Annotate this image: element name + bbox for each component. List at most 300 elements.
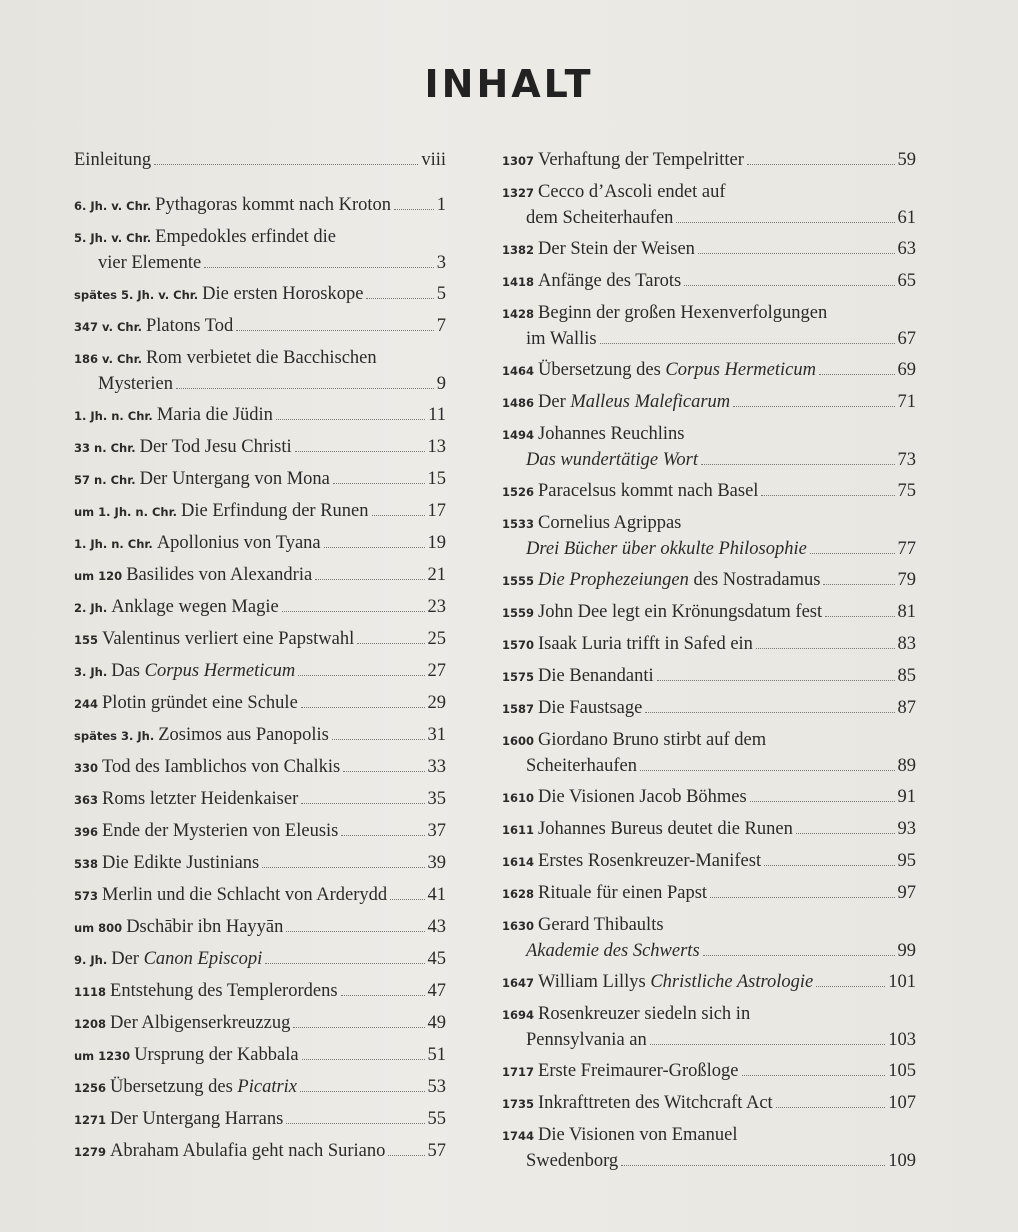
dot-leader — [810, 553, 895, 554]
toc-entry-line — [74, 915, 446, 941]
dot-leader — [776, 1107, 886, 1108]
toc-entry-line — [502, 1028, 916, 1053]
toc-entry-page-number: 95 — [897, 851, 916, 871]
dot-leader — [293, 1027, 424, 1028]
toc-entry — [74, 659, 446, 685]
toc-entry-line — [74, 225, 446, 251]
toc-entry-title — [102, 851, 259, 876]
dot-leader — [315, 579, 424, 580]
toc-entry-title — [538, 1091, 773, 1116]
toc-entry-year: 1382 — [502, 243, 535, 257]
toc-entry-line — [74, 435, 446, 461]
toc-entry-page-number: 59 — [897, 150, 916, 170]
toc-entry-line — [502, 568, 916, 594]
toc-entry-title — [181, 499, 369, 524]
toc-entry — [502, 390, 916, 416]
toc-entry — [74, 915, 446, 941]
toc-entry-title — [110, 1011, 290, 1036]
toc-entry-title-text: Mysterien — [98, 374, 174, 394]
toc-entry-title-text: Swedenborg — [526, 1151, 619, 1171]
dot-leader — [816, 986, 885, 987]
toc-entry — [74, 148, 446, 173]
toc-entry-year: spätes 3. Jh. — [74, 729, 155, 743]
dot-leader — [750, 801, 895, 802]
toc-entry-title-text: Der Tod Jesu Christi — [139, 437, 292, 457]
toc-entry-title — [110, 1107, 283, 1132]
toc-entry-title-text: Der Untergang von Mona — [139, 469, 330, 489]
toc-entry-title-text: Johannes Reuchlins — [538, 424, 685, 444]
dot-leader — [176, 388, 434, 389]
toc-entry-year: 1208 — [74, 1017, 107, 1031]
toc-entry-title-text: Johannes Bureus deutet die Runen — [538, 819, 793, 839]
toc-entry-page-number: 69 — [897, 360, 916, 380]
toc-entry-title-text: Die Visionen Jacob Böhmes — [538, 787, 747, 807]
toc-entry-line — [502, 913, 916, 939]
toc-entry — [502, 849, 916, 875]
toc-entry-page-number: 67 — [897, 329, 916, 349]
toc-entry-title-text: Paracelsus kommt nach Basel — [538, 481, 759, 501]
toc-entry-line — [74, 1075, 446, 1101]
toc-right-column — [502, 148, 916, 1180]
toc-entry-line — [502, 422, 916, 448]
toc-entry-line — [74, 1043, 446, 1069]
toc-entry — [502, 568, 916, 594]
toc-entry-line — [502, 632, 916, 658]
dot-leader — [286, 931, 424, 932]
toc-entry-title-text: Pennsylvania an — [526, 1030, 647, 1050]
toc-entry-year: 3. Jh. — [74, 665, 108, 679]
toc-entry-title — [526, 537, 807, 562]
toc-entry-page-number: 101 — [888, 972, 916, 992]
dot-leader — [286, 1123, 424, 1124]
toc-entry-title — [538, 1002, 750, 1027]
toc-entry-line — [74, 563, 446, 589]
toc-entry-line — [74, 1011, 446, 1037]
toc-entry-line — [502, 301, 916, 327]
toc-entry-title — [538, 728, 766, 753]
toc-entry-title-text: Die Faustsage — [538, 698, 643, 718]
dot-leader — [823, 584, 894, 585]
toc-entry-year: 347 v. Chr. — [74, 320, 142, 334]
toc-entry-title — [526, 939, 700, 964]
toc-entry-year: 1. Jh. n. Chr. — [74, 409, 153, 423]
dot-leader — [710, 897, 894, 898]
dot-leader — [640, 770, 895, 771]
toc-entry-title-text: Apollonius von Tyana — [156, 533, 321, 553]
toc-entry-title-text: Ende der Mysterien von Eleusis — [102, 821, 339, 841]
toc-entry-title — [538, 568, 820, 593]
toc-entry-title-text: Maria die Jüdin — [156, 405, 273, 425]
toc-entry-title-text: Die Benandanti — [538, 666, 654, 686]
toc-entry-title — [146, 314, 233, 339]
toc-entry — [502, 479, 916, 505]
toc-entry-title-text: Erste Freimaurer-Großloge — [538, 1061, 739, 1081]
toc-entry-line — [74, 372, 446, 397]
toc-entry-line — [502, 696, 916, 722]
toc-entry-year: 1486 — [502, 396, 535, 410]
toc-entry-title — [526, 206, 673, 231]
toc-entry-line — [502, 970, 916, 996]
toc-entry-page-number: 5 — [436, 284, 446, 304]
toc-entry-year: 1555 — [502, 574, 535, 588]
toc-entry-page-number: 37 — [427, 821, 446, 841]
toc-entry-title — [98, 372, 173, 397]
toc-entry-year: 1575 — [502, 670, 535, 684]
toc-entry-page-number: 13 — [427, 437, 446, 457]
toc-entry-line — [502, 849, 916, 875]
toc-entry-title-text: Einleitung — [74, 150, 152, 170]
toc-entry-title-text: Anklage wegen Magie — [111, 597, 279, 617]
toc-entry-line — [502, 1123, 916, 1149]
toc-entry-page-number: 91 — [897, 787, 916, 807]
toc-entry-title-text: Malleus Maleficarum — [570, 392, 731, 412]
toc-entry — [74, 979, 446, 1005]
toc-entry-title — [202, 282, 363, 307]
toc-entry-title-text: Die Edikte Justinians — [102, 853, 260, 873]
toc-entry-title — [157, 403, 273, 428]
toc-entry-title — [538, 696, 642, 721]
toc-entry-year: 573 — [74, 889, 99, 903]
toc-entry-line — [74, 787, 446, 813]
toc-entry-page-number: 35 — [427, 789, 446, 809]
toc-entry-title-text: Die Erfindung der Runen — [180, 501, 369, 521]
toc-entry-line — [502, 1059, 916, 1085]
toc-entry-page-number: 31 — [427, 725, 446, 745]
toc-entry-title-text: Roms letzter Heidenkaiser — [102, 789, 299, 809]
toc-entry-line — [74, 467, 446, 493]
toc-entry-year: 538 — [74, 857, 99, 871]
toc-entry-title-text: Corpus Hermeticum — [665, 360, 816, 380]
toc-entry-title — [526, 327, 597, 352]
toc-entry-year: 244 — [74, 697, 99, 711]
toc-entry-page-number: 21 — [427, 565, 446, 585]
toc-entry-title-text: Giordano Bruno stirbt auf dem — [538, 730, 767, 750]
toc-entry — [502, 785, 916, 811]
page-title: INHALT — [424, 62, 594, 106]
toc-entry-title — [102, 627, 354, 652]
toc-entry-title — [538, 913, 664, 938]
toc-entry-page-number: 63 — [897, 239, 916, 259]
toc-entry-title-text: dem Scheiterhaufen — [526, 208, 674, 228]
toc-entry-title-text: Die ersten Horoskope — [202, 284, 364, 304]
toc-entry-title-text: Zosimos aus Panopolis — [158, 725, 329, 745]
toc-entry-title — [526, 1149, 618, 1174]
toc-entry-page-number: 3 — [436, 253, 446, 273]
toc-entry-title-text: im Wallis — [526, 329, 597, 349]
toc-entry-title-text: Plotin gründet eine Schule — [102, 693, 298, 713]
toc-entry-title — [126, 563, 312, 588]
toc-entry — [74, 723, 446, 749]
toc-entry-page-number: 49 — [427, 1013, 446, 1033]
toc-entry-page-number: 17 — [427, 501, 446, 521]
toc-entry-year: 6. Jh. v. Chr. — [74, 199, 152, 213]
dot-leader — [390, 899, 424, 900]
toc-entry-year: 1735 — [502, 1097, 535, 1111]
toc-entry-title-text: Picatrix — [237, 1077, 298, 1097]
toc-entry-line — [502, 358, 916, 384]
toc-entry-page-number: 7 — [436, 316, 446, 336]
toc-entry-year: 57 n. Chr. — [74, 473, 136, 487]
toc-entry-title — [110, 979, 338, 1004]
toc-entry-title-text: Isaak Luria trifft in Safed ein — [538, 634, 753, 654]
toc-entry-line — [74, 148, 446, 173]
dot-leader — [764, 865, 894, 866]
toc-entry-line — [502, 600, 916, 626]
toc-entry-year: 1464 — [502, 364, 535, 378]
toc-entry-title-text: Das wundertätige Wort — [526, 450, 698, 470]
toc-entry-year: 1494 — [502, 428, 535, 442]
toc-entry-year: 1279 — [74, 1145, 107, 1159]
toc-entry-title — [134, 1043, 298, 1068]
toc-entry — [502, 237, 916, 263]
toc-entry-page-number: 83 — [897, 634, 916, 654]
toc-entry-line — [74, 819, 446, 845]
toc-entry-year: 396 — [74, 825, 99, 839]
dot-leader — [357, 643, 424, 644]
toc-entry-title — [74, 148, 151, 173]
toc-entry-title — [526, 448, 698, 473]
toc-entry-line — [74, 595, 446, 621]
dot-leader — [372, 515, 425, 516]
dot-leader — [295, 451, 425, 452]
toc-entry-page-number: 27 — [427, 661, 446, 681]
toc-entry — [502, 358, 916, 384]
toc-entry-line — [502, 180, 916, 206]
dot-leader — [298, 675, 424, 676]
toc-entry — [502, 269, 916, 295]
toc-entry — [502, 913, 916, 964]
toc-entry-page-number: 105 — [888, 1061, 916, 1081]
dot-leader — [366, 298, 433, 299]
toc-entry-year: um 120 — [74, 569, 123, 583]
toc-entry-title — [538, 817, 793, 842]
toc-entry-year: 1570 — [502, 638, 535, 652]
toc-entry-page-number: 77 — [897, 539, 916, 559]
toc-entry-page-number: 51 — [427, 1045, 446, 1065]
toc-entry-page-number: 23 — [427, 597, 446, 617]
toc-entry — [74, 851, 446, 877]
toc-entry-page-number: 89 — [897, 756, 916, 776]
toc-entry-line — [502, 148, 916, 174]
toc-entry-title-text: Verhaftung der Tempelritter — [538, 150, 744, 170]
toc-entry-year: 1744 — [502, 1129, 535, 1143]
toc-entry-title-text: Der Untergang Harrans — [110, 1109, 284, 1129]
toc-entry-line — [74, 403, 446, 429]
toc-entry-title-text: Pythagoras kommt nach Kroton — [155, 195, 392, 215]
toc-entry-year: 1118 — [74, 985, 107, 999]
toc-entry-year: 2. Jh. — [74, 601, 108, 615]
toc-entry-title — [157, 531, 321, 556]
toc-entry-title-prefix: William Lillys — [538, 972, 651, 992]
dot-leader — [262, 867, 424, 868]
toc-entry — [74, 627, 446, 653]
dot-leader — [154, 164, 418, 165]
toc-entry-title-text: Rituale für einen Papst — [538, 883, 708, 903]
dot-leader — [341, 995, 425, 996]
toc-entry-page-number: 97 — [897, 883, 916, 903]
toc-entry-title — [538, 785, 747, 810]
toc-entry-page-number: 61 — [897, 208, 916, 228]
toc-entry-year: 1. Jh. n. Chr. — [74, 537, 153, 551]
dot-leader — [204, 267, 434, 268]
toc-entry-year: 5. Jh. v. Chr. — [74, 231, 152, 245]
toc-entry-year: 1271 — [74, 1113, 107, 1127]
dot-leader — [394, 209, 434, 210]
toc-entry-title — [110, 1139, 385, 1164]
toc-entry-title-text: Ursprung der Kabbala — [134, 1045, 299, 1065]
toc-entry-page-number: 1 — [436, 195, 446, 215]
toc-entry-title — [538, 269, 681, 294]
toc-entry — [74, 691, 446, 717]
dot-leader — [388, 1155, 424, 1156]
toc-entry-page-number: 41 — [427, 885, 446, 905]
toc-entry-line — [502, 1149, 916, 1174]
toc-entry — [502, 728, 916, 779]
toc-entry — [502, 970, 916, 996]
toc-entry-line — [502, 785, 916, 811]
toc-entry-page-number: 11 — [428, 405, 446, 425]
toc-entry-title-text: Cornelius Agrippas — [538, 513, 682, 533]
toc-entry — [502, 664, 916, 690]
toc-entry-page-number: 71 — [897, 392, 916, 412]
toc-entry-year: 1587 — [502, 702, 535, 716]
toc-entry-year: 1526 — [502, 485, 535, 499]
toc-entry-title — [102, 787, 298, 812]
toc-entry-line — [74, 883, 446, 909]
toc-entry-page-number: 45 — [427, 949, 446, 969]
toc-entry-title-text: vier Elemente — [98, 253, 202, 273]
toc-entry-title-prefix: Das — [111, 661, 145, 681]
toc-entry-line — [502, 479, 916, 505]
toc-entry-page-number: 75 — [897, 481, 916, 501]
toc-entry-title-text: Christliche Astrologie — [650, 972, 814, 992]
toc-entry-title — [538, 664, 654, 689]
toc-entry — [74, 883, 446, 909]
toc-entry — [74, 531, 446, 557]
dot-leader — [747, 164, 895, 165]
dot-leader — [265, 963, 424, 964]
toc-entry-line — [74, 947, 446, 973]
toc-entry-title-prefix: Der — [111, 949, 144, 969]
toc-entry-page-number: 99 — [897, 941, 916, 961]
toc-entry-line — [74, 251, 446, 276]
toc-entry-title — [538, 1123, 737, 1148]
toc-entry — [502, 1059, 916, 1085]
toc-entry — [502, 148, 916, 174]
toc-entry-line — [74, 193, 446, 219]
toc-entry-line — [74, 1107, 446, 1133]
toc-entry-year: 1610 — [502, 791, 535, 805]
toc-entry-line — [502, 269, 916, 295]
dot-leader — [701, 464, 895, 465]
toc-entry-year: um 1. Jh. n. Chr. — [74, 505, 177, 519]
toc-entry-line — [502, 754, 916, 779]
toc-entry-year: 9. Jh. — [74, 953, 108, 967]
toc-entry — [74, 1139, 446, 1165]
dot-leader — [276, 419, 425, 420]
toc-entry — [502, 632, 916, 658]
dot-leader — [302, 1059, 425, 1060]
toc-entry-title — [526, 754, 637, 779]
toc-entry — [74, 467, 446, 493]
dot-leader — [332, 739, 425, 740]
toc-entry-line — [74, 1139, 446, 1165]
dot-leader — [301, 707, 425, 708]
toc-entry-line — [502, 206, 916, 231]
toc-entry-line — [502, 728, 916, 754]
toc-entry-title — [98, 251, 201, 276]
toc-entry-title-text: Platons Tod — [145, 316, 234, 336]
toc-entry — [502, 696, 916, 722]
toc-entry-title-text: Entstehung des Templerordens — [110, 981, 338, 1001]
toc-entry-title — [526, 1028, 647, 1053]
toc-entry — [502, 600, 916, 626]
toc-entry-line — [502, 511, 916, 537]
toc-entry-line — [74, 659, 446, 685]
toc-entry-page-number: 29 — [427, 693, 446, 713]
toc-entry-page-number: 19 — [427, 533, 446, 553]
toc-entry-title-prefix: Der — [538, 392, 571, 412]
toc-entry-year: 1647 — [502, 976, 535, 990]
toc-entry-page-number: 85 — [897, 666, 916, 686]
toc-entry — [74, 787, 446, 813]
toc-entry-line — [502, 664, 916, 690]
toc-entry-title — [140, 435, 292, 460]
toc-entry — [74, 1011, 446, 1037]
dot-leader — [282, 611, 425, 612]
toc-entry-page-number: viii — [421, 150, 446, 170]
dot-leader — [698, 253, 895, 254]
dot-leader — [703, 955, 895, 956]
toc-entry-title-text: Der Albigenserkreuzzug — [110, 1013, 291, 1033]
toc-entry — [74, 595, 446, 621]
toc-entry-year: 363 — [74, 793, 99, 807]
toc-entry-year: 1694 — [502, 1008, 535, 1022]
toc-entry — [502, 301, 916, 352]
dot-leader — [324, 547, 425, 548]
dot-leader — [621, 1165, 885, 1166]
toc-entry-year: 330 — [74, 761, 99, 775]
toc-entry — [502, 1002, 916, 1053]
toc-entry-title-text: Erstes Rosenkreuzer-Manifest — [538, 851, 762, 871]
toc-entry — [74, 282, 446, 308]
dot-leader — [761, 495, 894, 496]
toc-entry-line — [74, 627, 446, 653]
toc-entry-title-text: Beginn der großen Hexenverfolgungen — [538, 303, 828, 323]
toc-entry-line — [74, 282, 446, 308]
dot-leader — [756, 648, 895, 649]
toc-entry-line — [502, 1091, 916, 1117]
toc-entry-title-text: Scheiterhaufen — [526, 756, 637, 776]
toc-entry-line — [74, 723, 446, 749]
toc-entry-page-number: 15 — [427, 469, 446, 489]
toc-entry-title — [538, 849, 761, 874]
toc-entry-title-text: Dschābir ibn Hayyān — [126, 917, 284, 937]
toc-entry-year: 1307 — [502, 154, 535, 168]
dot-leader — [650, 1044, 886, 1045]
toc-entry-line — [74, 346, 446, 372]
dot-leader — [333, 483, 425, 484]
toc-entry — [74, 1043, 446, 1069]
toc-entry-line — [502, 817, 916, 843]
toc-entry-title-text: Drei Bücher über okkulte Philosophie — [526, 539, 807, 559]
toc-entry-title-text: Anfänge des Tarots — [538, 271, 682, 291]
toc-entry-title — [538, 237, 695, 262]
toc-entry-title — [158, 723, 329, 748]
toc-entry — [74, 819, 446, 845]
toc-entry-page-number: 103 — [888, 1030, 916, 1050]
toc-entry-title-text: John Dee legt ein Krönungsdatum fest — [538, 602, 823, 622]
